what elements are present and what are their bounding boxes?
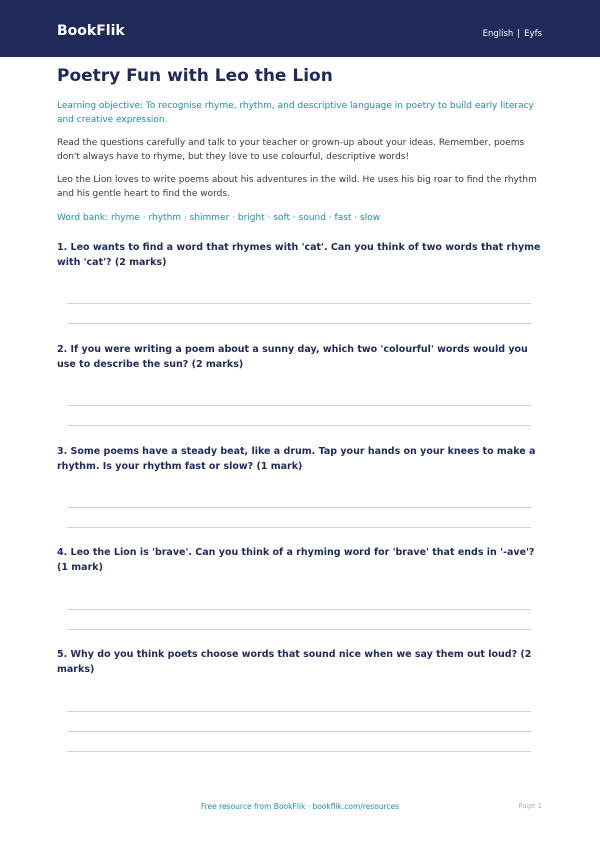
page-title: Poetry Fun with Leo the Lion [57,66,333,86]
question-text: 1. Leo wants to find a word that rhymes with 'cat'. Can you think of two words that rhyme with 'cat'? (2 marks) [57,242,541,268]
instructions-paragraph: Read the questions carefully and talk to your teacher or grown-up about your ideas. Remember, poems don't always have to rhyme, but they love to use colourful, descriptive words! [57,138,525,162]
question-block [57,343,543,372]
question-block [57,546,543,575]
question-text: 4. Leo the Lion is 'brave'. Can you think of a rhyming word for 'brave' that ends in '-ave'? (1 mark) [57,547,535,573]
word-bank: Word bank: rhyme · rhythm · shimmer · bright · soft · sound · fast · slow [57,213,381,223]
story-paragraph: Leo the Lion loves to write poems about his adventures in the wild. He uses his big roar to find the rhythm and his gentle heart to find the words. [57,175,537,199]
level-label: Eyfs [524,29,542,39]
question-block [57,445,543,474]
answer-line[interactable] [67,751,531,752]
question-text: 5. Why do you think poets choose words that sound nice when we say them out loud? (2 marks) [57,649,532,675]
intro-section [57,66,543,225]
language-label[interactable]: English [482,29,514,39]
question-block [57,648,543,677]
header-meta [483,29,542,39]
learning-objective: Learning objective: To recognise rhyme, rhythm, and descriptive language in poetry to build early literacy and creative expression. [57,101,534,125]
question-text: 2. If you were writing a poem about a sunny day, which two 'colourful' words would you use to describe the sun? (2 marks) [57,344,528,370]
answer-line[interactable] [67,405,531,406]
answer-line[interactable] [67,609,531,610]
header-bar [0,0,600,57]
footer-resource-link[interactable]: Free resource from BookFlik · bookflik.com/resources [200,802,400,811]
meta-separator: | [517,29,521,39]
answer-line[interactable] [67,711,531,712]
page-number: Page 1 [518,802,542,810]
answer-line[interactable] [67,527,531,528]
answer-line[interactable] [67,323,531,324]
answer-line[interactable] [67,425,531,426]
answer-line[interactable] [67,731,531,732]
brand-logo[interactable]: BookFlik [57,23,125,39]
question-text: 3. Some poems have a steady beat, like a drum. Tap your hands on your knees to make a rhythm. Is your rhythm fast or slow? (1 mark) [57,446,536,472]
answer-line[interactable] [67,303,531,304]
question-block [57,241,543,270]
answer-line[interactable] [67,507,531,508]
answer-line[interactable] [67,629,531,630]
